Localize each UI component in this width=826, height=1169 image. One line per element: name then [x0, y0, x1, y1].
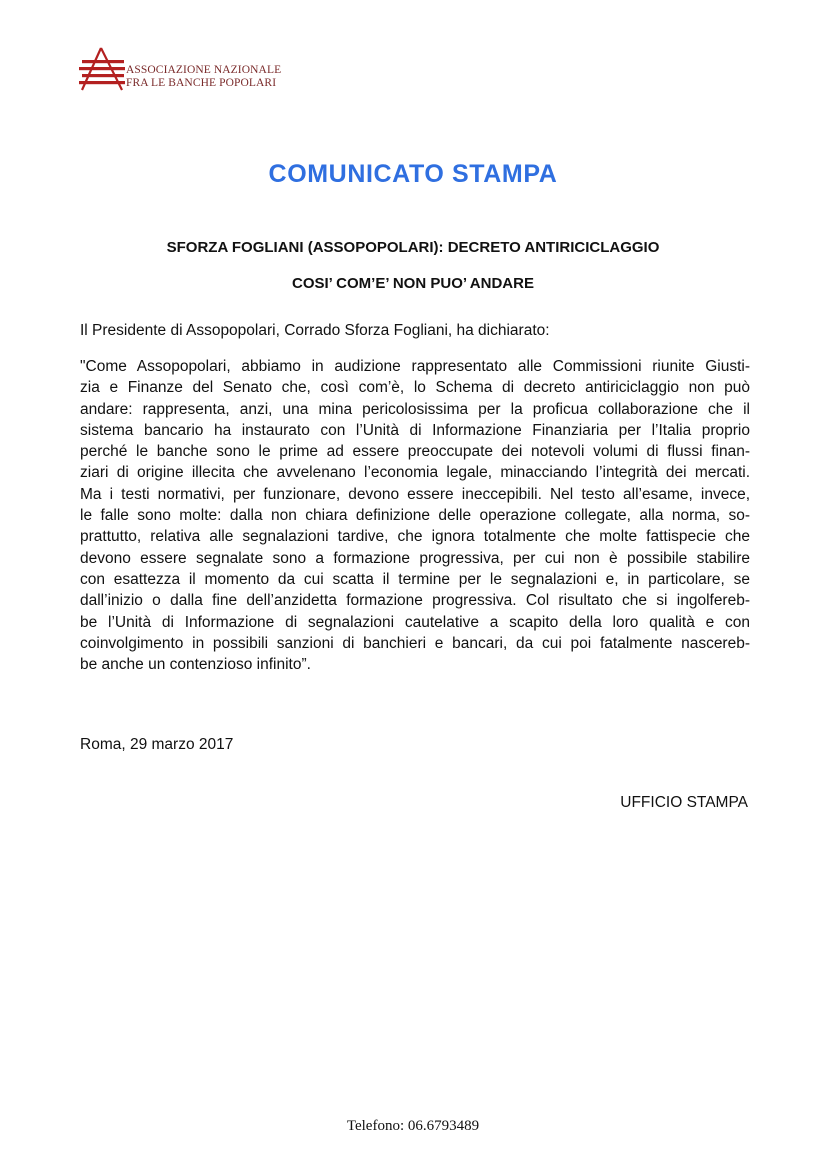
- footer-phone: Telefono: 06.6793489: [346, 1118, 480, 1134]
- logo-line-2: FRA LE BANCHE POPOLARI: [126, 77, 277, 89]
- quote-line: "Come Assopopolari, abbiamo in audizione rappresentato alle Commissioni riunite Giusti-: [80, 358, 750, 375]
- quote-line: prattutto, relativa alle segnalazioni tardive, che ignora totalmente che molte fattispecie che: [80, 528, 750, 546]
- headline-line-1: SFORZA FOGLIANI (ASSOPOPOLARI): DECRETO ANTIRICICLAGGIO: [166, 239, 660, 256]
- quote-line: zia e Finanze del Senato che, così com’è, lo Schema di decreto antiriciclaggio non può: [80, 379, 750, 397]
- document-title: COMUNICATO STAMPA: [268, 160, 558, 188]
- quote-line: be anche un contenzioso infinito”.: [80, 656, 311, 674]
- signature: UFFICIO STAMPA: [620, 794, 748, 811]
- logo: [78, 46, 282, 92]
- quote-line: devono essere segnalate sono a formazione progressiva, per cui non è possibile stabilire: [80, 549, 750, 567]
- quote-line: andare: rappresenta, anzi, una mina pericolosissima per la proficua collaborazione che il: [80, 400, 750, 418]
- quote-line: Ma i testi normativi, per funzionare, devono essere ineccepibili. Nel testo all’esame, invece,: [80, 485, 750, 503]
- quote-line: con esattezza il momento da cui scatta il termine per le segnalazioni e, in particolare, se: [80, 570, 750, 588]
- headline-line-2: COSI’ COM’E’ NON PUO’ ANDARE: [292, 275, 534, 292]
- logo-text: [126, 64, 281, 90]
- quote-line: be l’Unità di Informazione di segnalazioni cautelative a scapito della loro qualità e con: [80, 613, 750, 631]
- quote-line: sistema bancario ha instaurato con l’Unità di Informazione Finanziaria per l’Italia proprio: [80, 421, 750, 439]
- logo-line-1: ASSOCIAZIONE NAZIONALE: [126, 64, 282, 76]
- association-logo-mark: [78, 46, 126, 92]
- quote-line: ziari di origine illecita che avvelenano l’economia legale, minacciando l’integrità dei mercati.: [80, 464, 750, 482]
- quote-line: le falle sono molte: dalla non chiara definizione delle operazione collegate, alla norma, so-: [80, 507, 750, 525]
- quote-line: coinvolgimento in possibili sanzioni di banchieri e bancari, da cui poi fatalmente nascereb-: [80, 634, 750, 652]
- date-line: Roma, 29 marzo 2017: [80, 736, 234, 753]
- quote-line: perché le banche sono le prime ad essere preoccupate dei notevoli volumi di flussi finan-: [80, 443, 750, 461]
- intro-paragraph: Il Presidente di Assopopolari, Corrado Sforza Fogliani, ha dichiarato:: [80, 322, 550, 339]
- quote-line: dall’inizio o dalla fine dell’anzidetta formazione progressiva. Col risultato che si ingolfereb-: [80, 592, 750, 610]
- quote-paragraph: [80, 356, 750, 675]
